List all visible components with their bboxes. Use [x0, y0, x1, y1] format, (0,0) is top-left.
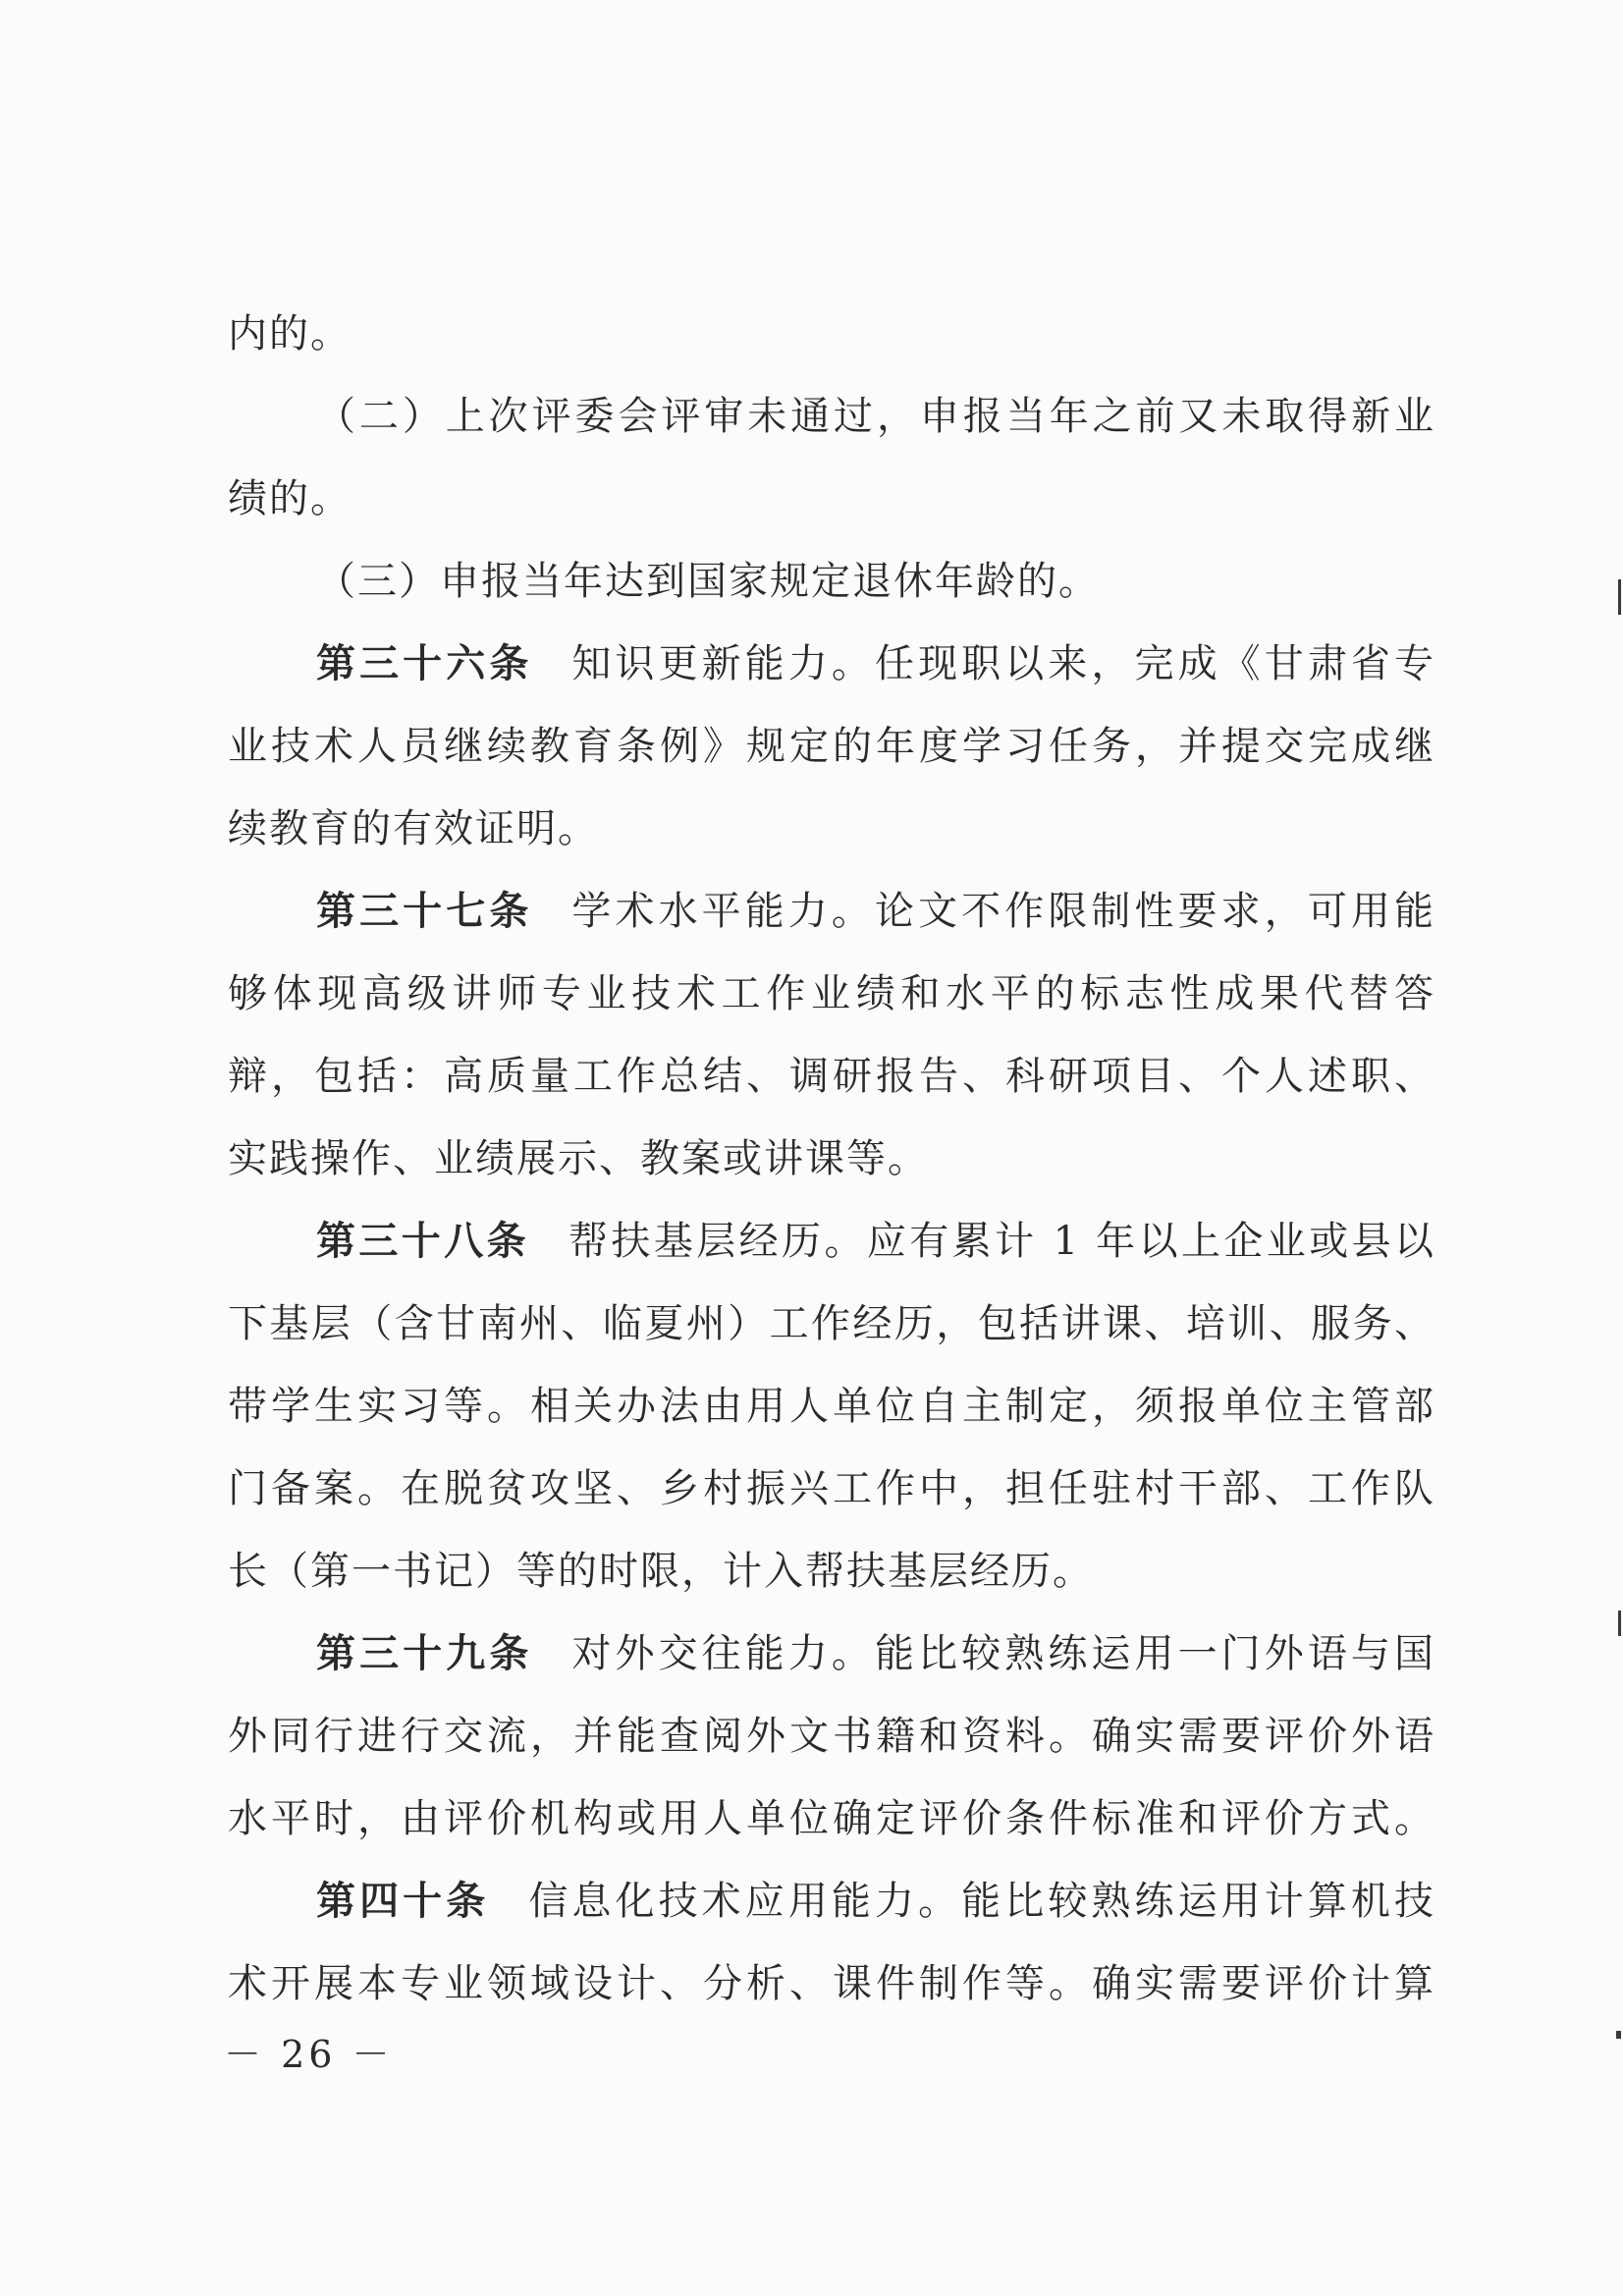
article-heading: 第三十六条: [316, 640, 533, 686]
text-line: 水平时，由评价机构或用人单位确定评价条件标准和评价方式。: [228, 1796, 1435, 1841]
text-line: 门备案。在脱贫攻坚、乡村振兴工作中，担任驻村干部、工作队: [228, 1466, 1435, 1511]
article-37-line: 第三十七条 学术水平能力。论文不作限制性要求，可用能: [316, 888, 1436, 934]
scan-edge-mark: [1618, 1611, 1621, 1636]
text-line: 带学生实习等。相关办法由用人单位自主制定，须报单位主管部: [228, 1384, 1435, 1429]
text-line: 够体现高级讲师专业技术工作业绩和水平的标志性成果代替答: [228, 971, 1435, 1016]
article-heading: 第三十八条: [316, 1218, 530, 1264]
text-line: 术开展本专业领域设计、分析、课件制作等。确实需要评价计算: [228, 1961, 1435, 2006]
text-line: 绩的。: [228, 476, 352, 521]
text-line: （二）上次评委会评审未通过，申报当年之前又未取得新业: [316, 394, 1435, 439]
text-line: 外同行进行交流，并能查阅外文书籍和资料。确实需要评价外语: [228, 1714, 1435, 1759]
text-line: 辩，包括：高质量工作总结、调研报告、科研项目、个人述职、: [228, 1054, 1435, 1099]
text-line: 内的。: [228, 311, 352, 356]
text-line: 业技术人员继续教育条例》规定的年度学习任务，并提交完成继: [228, 724, 1435, 769]
scan-edge-mark: [1616, 2031, 1621, 2039]
article-40-line: 第四十条 信息化技术应用能力。能比较熟练运用计算机技: [316, 1878, 1436, 1924]
scan-edge-mark: [1618, 579, 1621, 615]
article-36-line: 第三十六条 知识更新能力。任现职以来，完成《甘肃省专: [316, 640, 1436, 686]
text-line: （三）申报当年达到国家规定退休年龄的。: [316, 559, 1100, 604]
article-heading: 第三十九条: [316, 1630, 533, 1676]
page-number: － 26 －: [224, 2033, 394, 2076]
article-heading: 第四十条: [316, 1878, 490, 1924]
article-38-line: 第三十八条 帮扶基层经历。应有累计 1 年以上企业或县以: [316, 1218, 1435, 1264]
text-line: 实践操作、业绩展示、教案或讲课等。: [228, 1136, 929, 1181]
text-line: 长（第一书记）等的时限，计入帮扶基层经历。: [228, 1549, 1094, 1594]
article-39-line: 第三十九条 对外交往能力。能比较熟练运用一门外语与国: [316, 1630, 1436, 1676]
text-line: 下基层（含甘南州、临夏州）工作经历，包括讲课、培训、服务、: [228, 1301, 1435, 1346]
article-heading: 第三十七条: [316, 888, 533, 934]
text-line: 续教育的有效证明。: [228, 806, 599, 851]
